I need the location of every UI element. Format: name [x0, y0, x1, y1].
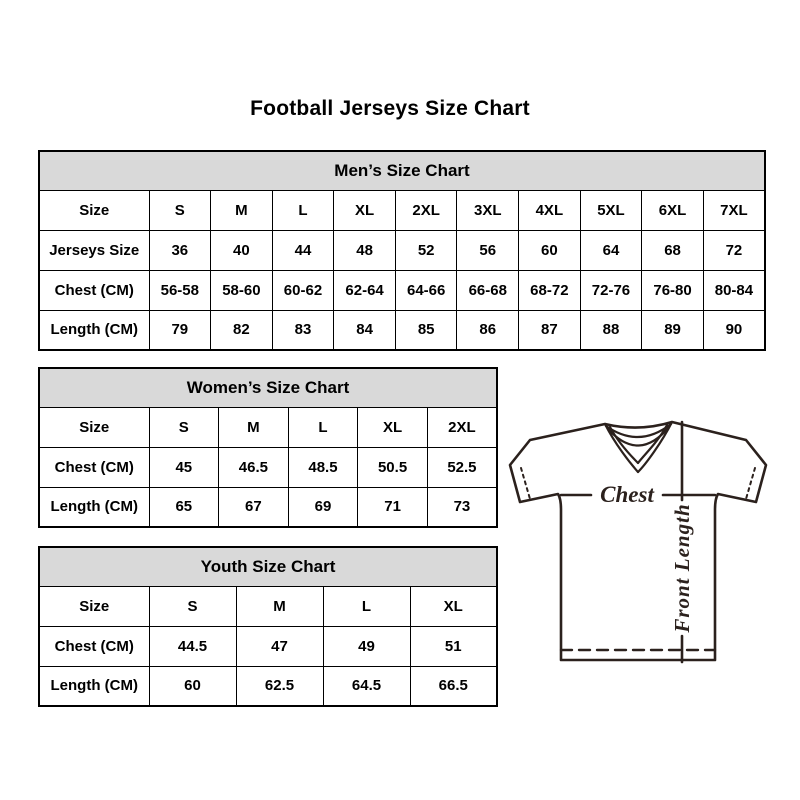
womens-table-row — [39, 407, 497, 447]
womens-cell: 71 — [358, 487, 428, 527]
mens-cell: 86 — [457, 310, 519, 350]
mens-cell: 64 — [580, 230, 642, 270]
mens-cell: 87 — [519, 310, 581, 350]
mens-cell: 40 — [211, 230, 273, 270]
youth-table-title: Youth Size Chart — [39, 547, 497, 586]
mens-cell: 83 — [272, 310, 334, 350]
mens-cell: S — [149, 190, 211, 230]
mens-row-label: Chest (CM) — [39, 270, 149, 310]
mens-table-title: Men’s Size Chart — [39, 151, 765, 190]
mens-cell: 36 — [149, 230, 211, 270]
mens-cell: XL — [334, 190, 396, 230]
jersey-collar-icon — [605, 422, 672, 472]
mens-row-label: Size — [39, 190, 149, 230]
mens-size-table — [38, 150, 766, 351]
page-title: Football Jerseys Size Chart — [250, 97, 530, 120]
mens-table-row — [39, 230, 765, 270]
youth-row-label: Size — [39, 586, 149, 626]
womens-cell: 73 — [427, 487, 497, 527]
mens-cell: 68-72 — [519, 270, 581, 310]
front-length-label: Front Length — [670, 503, 694, 633]
mens-cell: 3XL — [457, 190, 519, 230]
mens-cell: 60-62 — [272, 270, 334, 310]
womens-cell: 46.5 — [219, 447, 289, 487]
mens-cell: 48 — [334, 230, 396, 270]
mens-row-label: Jerseys Size — [39, 230, 149, 270]
mens-cell: 4XL — [519, 190, 581, 230]
mens-cell: 68 — [642, 230, 704, 270]
mens-cell: 88 — [580, 310, 642, 350]
mens-cell: 56-58 — [149, 270, 211, 310]
left-cuff-dashed-line-icon — [521, 468, 530, 499]
jersey-outline-icon — [510, 422, 766, 660]
womens-cell: 69 — [288, 487, 358, 527]
jersey-measurement-diagram — [504, 412, 772, 670]
youth-cell: M — [236, 586, 323, 626]
mens-cell: 2XL — [395, 190, 457, 230]
youth-cell: 47 — [236, 626, 323, 666]
mens-cell: 79 — [149, 310, 211, 350]
mens-cell: 56 — [457, 230, 519, 270]
youth-table-row — [39, 626, 497, 666]
womens-cell: 50.5 — [358, 447, 428, 487]
mens-cell: 60 — [519, 230, 581, 270]
mens-cell: 6XL — [642, 190, 704, 230]
mens-cell: 72-76 — [580, 270, 642, 310]
youth-cell: 44.5 — [149, 626, 236, 666]
mens-table-row — [39, 270, 765, 310]
mens-cell: M — [211, 190, 273, 230]
mens-cell: 66-68 — [457, 270, 519, 310]
womens-cell: M — [219, 407, 289, 447]
youth-cell: 62.5 — [236, 666, 323, 706]
right-cuff-dashed-line-icon — [746, 468, 755, 499]
mens-cell: 5XL — [580, 190, 642, 230]
mens-cell: 85 — [395, 310, 457, 350]
womens-cell: 52.5 — [427, 447, 497, 487]
womens-table-row — [39, 487, 497, 527]
womens-row-label: Size — [39, 407, 149, 447]
mens-cell: 76-80 — [642, 270, 704, 310]
mens-cell: 90 — [703, 310, 765, 350]
youth-size-table — [38, 546, 498, 707]
womens-cell: 48.5 — [288, 447, 358, 487]
youth-cell: 60 — [149, 666, 236, 706]
womens-row-label: Length (CM) — [39, 487, 149, 527]
youth-cell: 51 — [410, 626, 497, 666]
mens-cell: 80-84 — [703, 270, 765, 310]
youth-cell: S — [149, 586, 236, 626]
mens-cell: L — [272, 190, 334, 230]
womens-cell: 67 — [219, 487, 289, 527]
womens-table-row — [39, 447, 497, 487]
womens-table-title: Women’s Size Chart — [39, 368, 497, 407]
youth-table-row — [39, 586, 497, 626]
youth-cell: 64.5 — [323, 666, 410, 706]
mens-cell: 72 — [703, 230, 765, 270]
youth-table-row — [39, 666, 497, 706]
mens-table-row — [39, 310, 765, 350]
mens-cell: 84 — [334, 310, 396, 350]
youth-cell: XL — [410, 586, 497, 626]
chest-label: Chest — [600, 482, 654, 507]
womens-row-label: Chest (CM) — [39, 447, 149, 487]
youth-cell: 66.5 — [410, 666, 497, 706]
womens-cell: XL — [358, 407, 428, 447]
mens-cell: 58-60 — [211, 270, 273, 310]
youth-cell: 49 — [323, 626, 410, 666]
mens-cell: 89 — [642, 310, 704, 350]
youth-row-label: Chest (CM) — [39, 626, 149, 666]
womens-cell: S — [149, 407, 219, 447]
mens-cell: 7XL — [703, 190, 765, 230]
womens-cell: 65 — [149, 487, 219, 527]
mens-table-row — [39, 190, 765, 230]
mens-cell: 52 — [395, 230, 457, 270]
womens-size-table — [38, 367, 498, 528]
mens-cell: 82 — [211, 310, 273, 350]
mens-cell: 62-64 — [334, 270, 396, 310]
mens-row-label: Length (CM) — [39, 310, 149, 350]
youth-row-label: Length (CM) — [39, 666, 149, 706]
youth-cell: L — [323, 586, 410, 626]
womens-cell: L — [288, 407, 358, 447]
womens-cell: 2XL — [427, 407, 497, 447]
womens-cell: 45 — [149, 447, 219, 487]
mens-cell: 64-66 — [395, 270, 457, 310]
mens-cell: 44 — [272, 230, 334, 270]
